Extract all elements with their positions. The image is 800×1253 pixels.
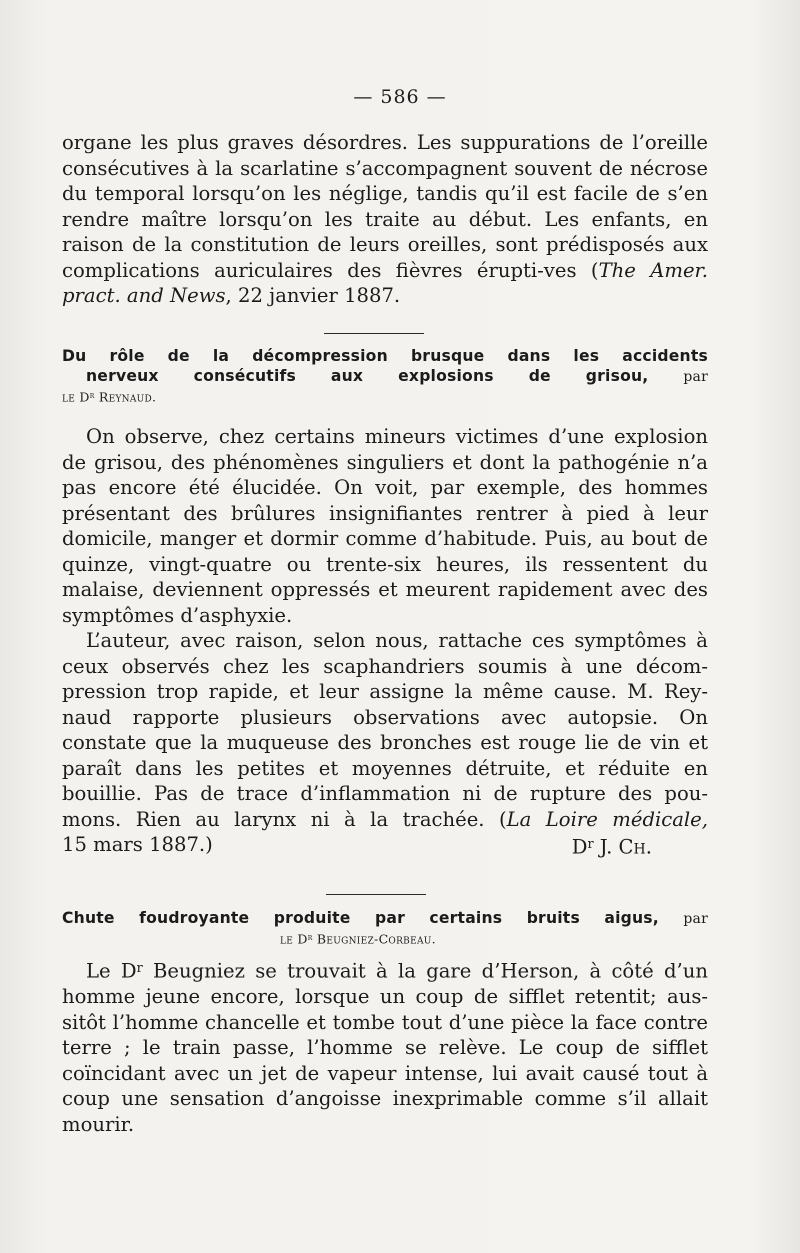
continuation-paragraph <box>62 130 708 309</box>
journal-citation: The Amer. pract. and News <box>62 258 708 307</box>
paragraph-text: organe les plus graves désordres. Les suppurations de l’oreille consécutives à la scarlatine s’accompagnent souvent de nécrose du temporal lorsqu’on les néglige, tandis qu’il est facile de s’en rendre maître lorsqu’on les traite au début. Les enfants, en raison de la constitution de leurs oreilles, sont prédisposés aux complications auriculaires des fièvres érupti-ves ( <box>62 131 708 282</box>
article-2-body <box>62 956 708 1137</box>
author-name: Reynaud. <box>98 389 157 405</box>
page-number: — 586 — <box>353 86 447 108</box>
article-1-title-line-2: nerveux consécutifs aux explosions de grisou, <box>86 367 649 385</box>
article-1-heading <box>62 346 708 406</box>
author-name: Beugniez-Corbeau. <box>316 931 436 947</box>
article-2-byline: le $D^r$ Beugniez-Corbeau. <box>280 931 436 947</box>
article-2-par: par <box>683 911 708 927</box>
article-1-par: par <box>683 369 708 385</box>
journal-citation: La Loire médicale, <box>506 807 708 831</box>
article-1-title-line-1: Du rôle de la décompression brusque dans les accidents <box>62 347 708 365</box>
signature: $D^r$ J. Ch. <box>571 835 652 859</box>
citation-date: 15 mars 1887.) <box>62 833 213 856</box>
article-1-paragraph-1: On observe, chez certains mineurs victimes d’une explosion de grisou, des phénomènes singuliers et dont la pathogénie n’a pas encore été élucidée. On voit, par exemple, des hommes présentant des brûlures insignifiantes rentrer à pied à leur domicile, manger et dormir comme d’habitude. Puis, au bout de quinze, vingt-quatre ou trente-six heures, ils ressentent du malaise, deviennent oppressés et meurent rapidement avec des symptômes d’asphyxie. <box>62 425 708 627</box>
section-divider-1 <box>62 333 708 334</box>
article-2-title: Chute foudroyante produite par certains bruits aigus, <box>62 909 659 927</box>
article-1-paragraph-2: L’auteur, avec raison, selon nous, rattache ces symptômes à ceux observés chez les scaphandriers soumis à une décom-pression trop rapide, et leur assigne la même cause. M. Rey-naud rapporte plusieurs observations avec autopsie. On constate que la muqueuse des bronches est rouge lie de vin et paraît dans les petites et moyennes détruite, et réduite en bouillie. Pas de trace d’inflammation ni de rupture des pou-mons. Rien au larynx ni à la trachée. (La Loire médicale, <box>62 629 708 831</box>
article-2-heading <box>62 908 708 948</box>
article-1-byline: le $D^r$ Reynaud. <box>62 389 157 405</box>
article-2-paragraph: Le $D^r$ Beugniez se trouvait à la gare d’Herson, à côté d’un homme jeune encore, lorsque un coup de sifflet retentit; aus-sitôt l’homme chancelle et tombe tout d’une pièce la face contre terre ; le train passe, l’homme se relève. Le coup de sifflet coïncidant avec un jet de vapeur intense, lui avait causé tout à coup une sensation d’angoisse inexprimable comme s’il allait mourir. <box>62 959 708 1136</box>
article-1-body <box>62 424 708 860</box>
citation-date: , 22 janvier 1887. <box>225 284 401 307</box>
section-divider-2 <box>62 894 708 895</box>
